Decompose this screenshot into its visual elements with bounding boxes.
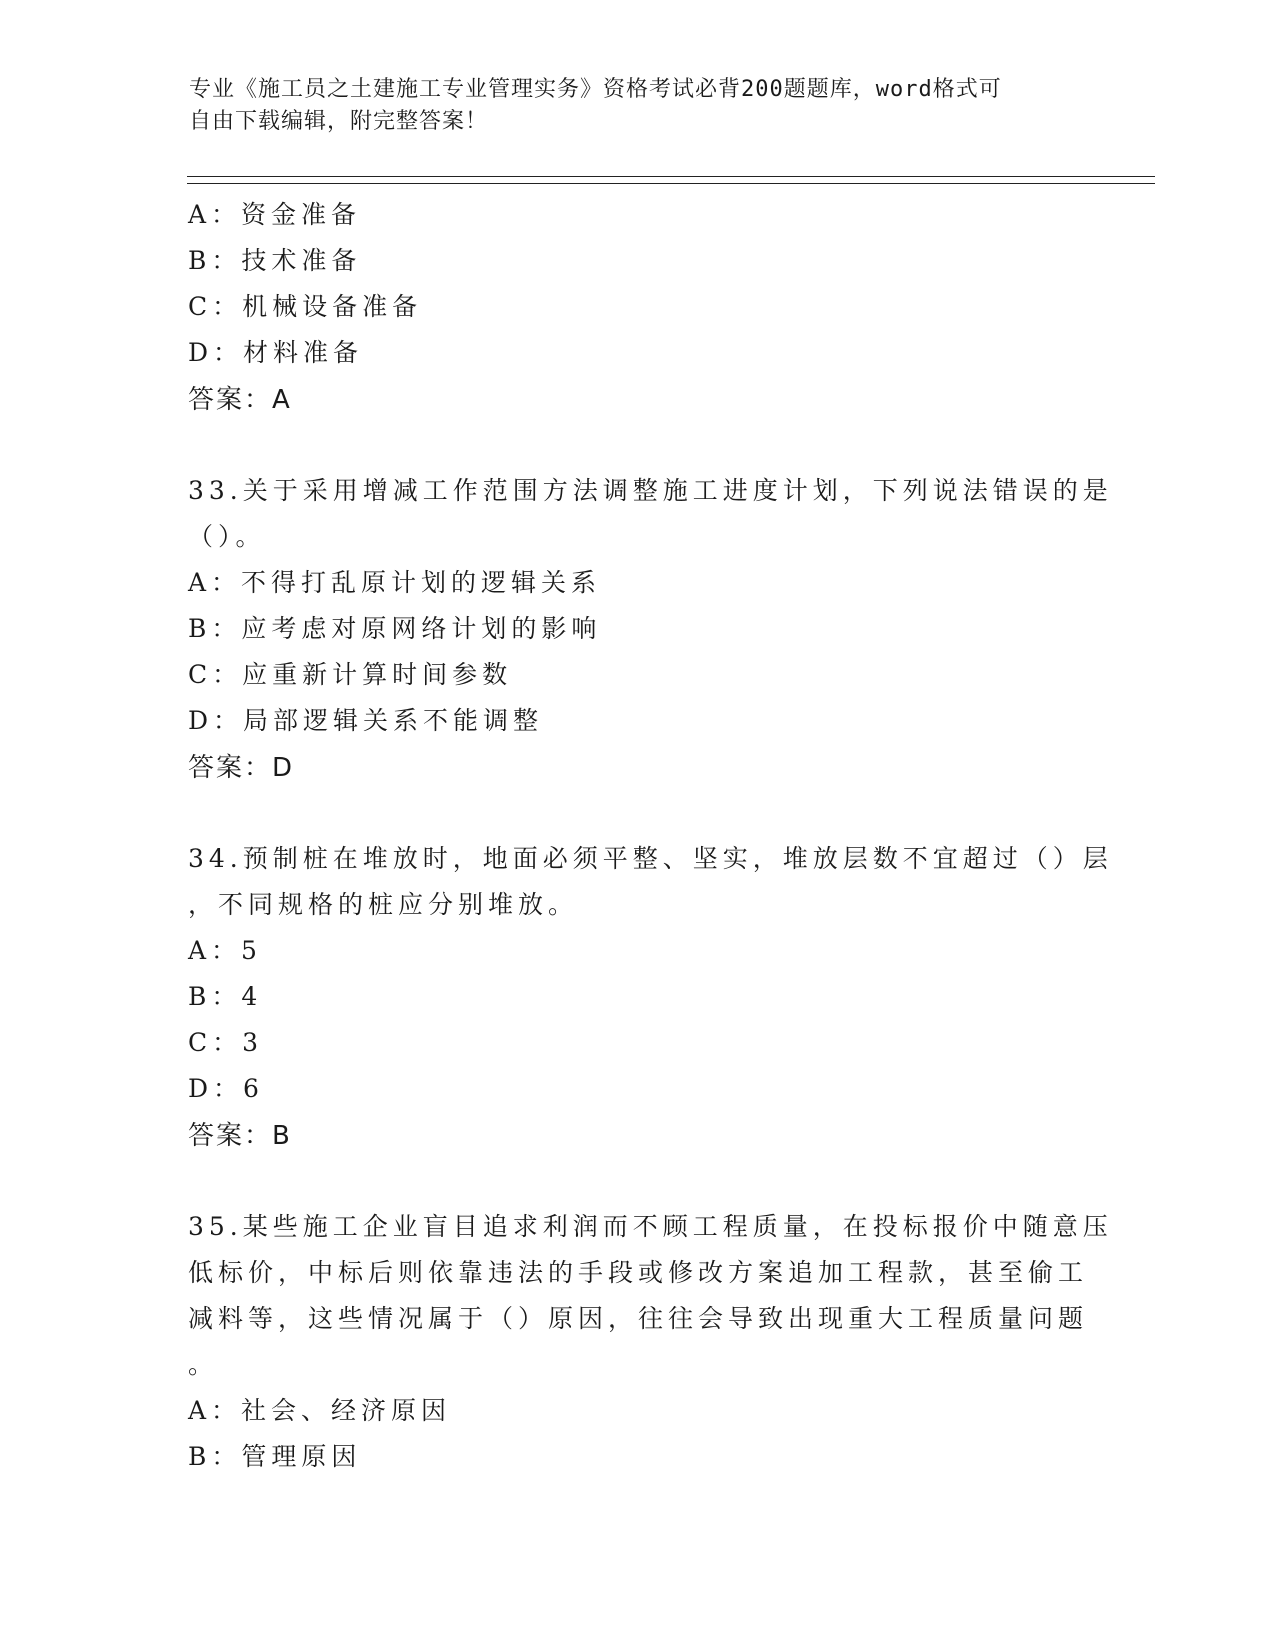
answer-label: 答案：D: [188, 753, 295, 783]
question-stem: 34.预制桩在堆放时，地面必须平整、坚实，堆放层数不宜超过（）层: [188, 844, 1113, 873]
question-32-options: [188, 192, 1088, 424]
option-c: C：3: [188, 1028, 264, 1057]
option-b: B：4: [188, 982, 263, 1011]
question-stem: 。: [188, 1350, 219, 1379]
document-header: [189, 74, 1069, 138]
option-b: B：管理原因: [188, 1442, 362, 1471]
answer-label: 答案：B: [188, 1121, 292, 1151]
option-b: B：技术准备: [188, 246, 362, 275]
spacer: [188, 1160, 1088, 1204]
question-stem: （）。: [188, 522, 266, 551]
header-title-line-2: 自由下载编辑，附完整答案！: [189, 109, 489, 134]
question-list: [188, 192, 1113, 1480]
option-a: A：5: [188, 936, 262, 965]
question-stem: ，不同规格的桩应分别堆放。: [188, 890, 579, 919]
question-stem: 减料等，这些情况属于（）原因，往往会导致出现重大工程质量问题: [188, 1304, 1089, 1333]
option-a: A：社会、经济原因: [188, 1396, 452, 1425]
question-stem: 低标价，中标后则依靠违法的手段或修改方案追加工程款，甚至偷工: [188, 1258, 1089, 1287]
option-d: D：材料准备: [188, 338, 364, 367]
question-33: [188, 468, 1113, 792]
question-stem: 35.某些施工企业盲目追求利润而不顾工程质量，在投标报价中随意压: [188, 1212, 1113, 1241]
header-title-line-1: 专业《施工员之土建施工专业管理实务》资格考试必背200题题库，word格式可: [189, 77, 1002, 102]
option-c: C：机械设备准备: [188, 292, 423, 321]
option-a: A：资金准备: [188, 200, 362, 229]
header-divider-bottom: [187, 183, 1155, 184]
question-34: [188, 836, 1113, 1160]
option-c: C：应重新计算时间参数: [188, 660, 513, 689]
spacer: [188, 424, 1088, 468]
answer-label: 答案：A: [188, 385, 292, 415]
question-stem: 33.关于采用增减工作范围方法调整施工进度计划，下列说法错误的是: [188, 476, 1113, 505]
option-b: B：应考虑对原网络计划的影响: [188, 614, 602, 643]
question-35: [188, 1204, 1113, 1480]
option-d: D：局部逻辑关系不能调整: [188, 706, 544, 735]
spacer: [188, 792, 1088, 836]
option-d: D：6: [188, 1074, 264, 1103]
option-a: A：不得打乱原计划的逻辑关系: [188, 568, 602, 597]
header-divider-top: [187, 176, 1155, 177]
